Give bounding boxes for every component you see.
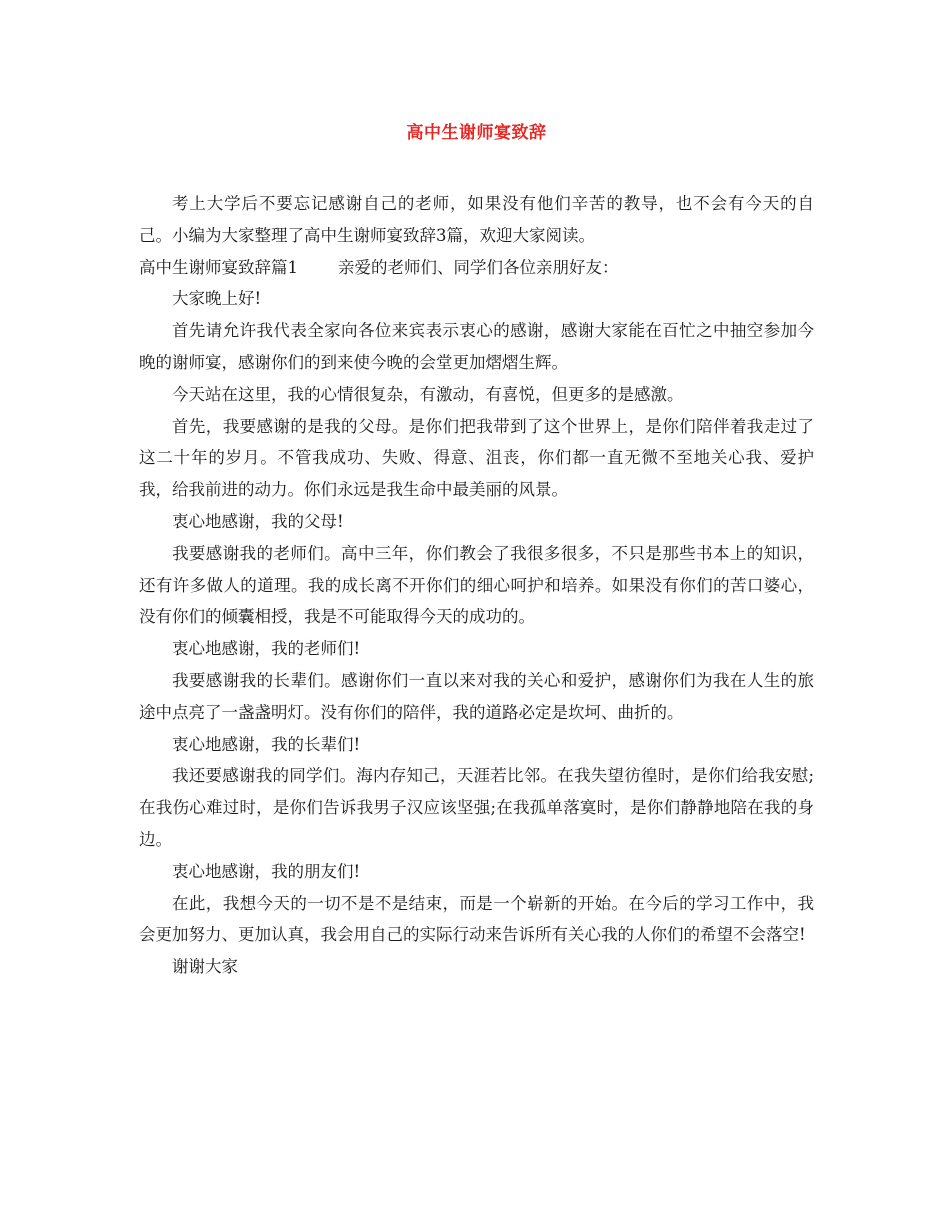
intro-paragraph: 考上大学后不要忘记感谢自己的老师，如果没有他们辛苦的教导，也不会有今天的自己。小编为大家整理了高中生谢师宴致辞3篇，欢迎大家阅读。 bbox=[139, 194, 814, 245]
section-heading-line bbox=[139, 252, 814, 284]
paragraph: 衷心地感谢，我的父母! bbox=[172, 511, 344, 531]
paragraph: 首先请允许我代表全家向各位来宾表示衷心的感谢，感谢大家能在百忙之中抽空参加今晚的谢师宴，感谢你们的到来使今晚的会堂更加熠熠生辉。 bbox=[139, 321, 814, 372]
document-body bbox=[139, 188, 814, 983]
section-heading: 高中生谢师宴致辞篇1 bbox=[139, 257, 298, 277]
paragraph: 我要感谢我的长辈们。感谢你们一直以来对我的关心和爱护，感谢你们为我在人生的旅途中点亮了一盏盏明灯。没有你们的陪伴，我的道路必定是坎坷、曲折的。 bbox=[139, 670, 814, 722]
document-title: 高中生谢师宴致辞 bbox=[406, 123, 547, 143]
paragraph: 大家晚上好! bbox=[172, 289, 262, 309]
paragraph: 我还要感谢我的同学们。海内存知己，天涯若比邻。在我失望彷徨时，是你们给我安慰;在我伤心难过时，是你们告诉我男子汉应该坚强;在我孤单落寞时，是你们静静地陪在我的身边。 bbox=[139, 766, 814, 849]
paragraph: 在此，我想今天的一切不是不是结束，而是一个崭新的开始。在今后的学习工作中，我会更加努力、更加认真，我会用自己的实际行动来告诉所有关心我的人你们的希望不会落空! bbox=[139, 893, 814, 945]
paragraph: 首先，我要感谢的是我的父母。是你们把我带到了这个世界上，是你们陪伴着我走过了这二十年的岁月。不管我成功、失败、得意、沮丧，你们都一直无微不至地关心我、爱护我，给我前进的动力。你们永远是我生命中最美丽的风景。 bbox=[139, 416, 814, 500]
paragraph: 衷心地感谢，我的老师们! bbox=[172, 639, 361, 659]
paragraph: 衷心地感谢，我的长辈们! bbox=[172, 734, 361, 754]
paragraph: 今天站在这里，我的心情很复杂，有激动，有喜悦，但更多的是感激。 bbox=[172, 384, 684, 404]
paragraph: 衷心地感谢，我的朋友们! bbox=[172, 861, 361, 881]
salutation: 亲爱的老师们、同学们各位亲朋好友： bbox=[338, 257, 619, 277]
paragraph: 我要感谢我的老师们。高中三年，你们教会了我很多很多，不只是那些书本上的知识，还有许多做人的道理。我的成长离不开你们的细心呵护和培养。如果没有你们的苦口婆心，没有你们的倾囊相授，我是不可能取得今天的成功的。 bbox=[139, 543, 814, 627]
paragraph: 谢谢大家 bbox=[172, 957, 238, 977]
